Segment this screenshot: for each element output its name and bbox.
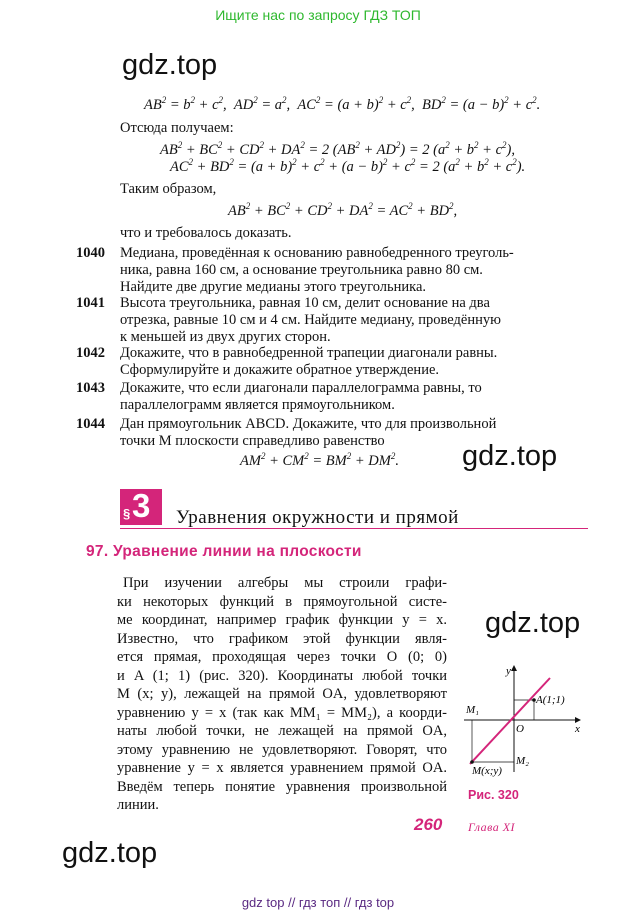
figure-caption: Рис. 320: [468, 788, 519, 802]
label-a: A(1;1): [536, 694, 565, 706]
watermark: gdz.top: [122, 49, 218, 81]
paragraph: При изучении алгебры мы строили графи- ки некоторых функций в прямоугольной систе- ме координат, например график функции y = x. Известно, что графиком этой функции явля- ется прямая, проходящая через точки O (0; 0) и A (1; 1) (рис. 320). Координаты любой точки M (x; y), лежащей на прямой OA, удовлетворяют уравнению y = x (так как MM₁ = MM₂), а коорди- наты любой точки, не лежащей на прямой OA, этому уравнению не удовлетворяют. Говорят, что уравнение y = x является уравнением прямой OA. Введём теперь понятие уравнения произвольной линии.: [117, 575, 447, 813]
watermark: gdz.top: [462, 440, 558, 472]
section-divider: [120, 528, 588, 529]
formula-2: $AB^2 + BC^2 + CD^2 + DA^2 = 2$ $(AB^2 + AD^2) = 2$ $(a^2 + b^2 + c^2)$,: [160, 140, 515, 158]
formula-4: $AB^2 + BC^2 + CD^2 + DA^2 = AC^2 + BD^2$,: [228, 201, 458, 219]
watermark: gdz.top: [62, 837, 158, 869]
problem-1041-number: 1041: [76, 295, 105, 311]
subsection-title: 97. Уравнение линии на плоскости: [86, 543, 362, 560]
section-title: Уравнения окружности и прямой: [176, 507, 459, 528]
figure-320: [460, 660, 590, 780]
problem-1040-text: Медиана, проведённая к основанию равнобедренного треуголь- ника, равна 160 см, а основание треугольника равно 80 см. Найдите две другие медианы этого треугольника.: [120, 245, 514, 295]
chapter-label: Глава XI: [468, 820, 516, 834]
problem-1040-number: 1040: [76, 245, 105, 261]
section-symbol: §: [123, 506, 131, 521]
label-m1: M₁: [466, 704, 479, 716]
problem-1042-text: Докажите, что в равнобедренной трапеции диагонали равны. Сформулируйте и докажите обратное утверждение.: [120, 345, 498, 378]
problem-1043-text: Докажите, что если диагонали параллелограмма равны, то параллелограмм является прямоугольником.: [120, 380, 482, 413]
section-number: 3: [132, 487, 151, 524]
top-banner[interactable]: Ищите нас по запросу ГДЗ ТОП: [215, 7, 421, 23]
label-y: y: [506, 665, 511, 677]
problem-1042-number: 1042: [76, 345, 105, 361]
formula-5: $AM^2 + CM^2 = BM^2 + DM^2$.: [240, 451, 399, 469]
section-badge: [120, 489, 162, 525]
footer-links[interactable]: gdz top // гдз топ // гдз top: [241, 895, 395, 910]
formula-1: $AB^2 = b^2 + c^2$, $AD^2 = a^2$, $AC^2 = (a + b)^2 + c^2$, $BD^2 = (a - b)^2 + c^2$.: [144, 95, 541, 113]
text-hence: Отсюда получаем:: [120, 120, 234, 136]
problem-1044-number: 1044: [76, 416, 105, 432]
text-thus: Таким образом,: [120, 181, 217, 197]
point-m: [470, 760, 474, 764]
problem-1041-text: Высота треугольника, равная 10 см, делит основание на два отрезка, равные 10 см и 4 см. Найдите медиану, проведённую к меньшей из двух других сторон.: [120, 295, 501, 345]
text-qed: что и требовалось доказать.: [120, 225, 292, 241]
label-o: O: [516, 723, 524, 735]
label-m: M(x;y): [472, 765, 502, 777]
problem-1043-number: 1043: [76, 380, 105, 396]
line-y-equals-x: [470, 678, 550, 764]
formula-3: $AC^2 + BD^2 = (a + b)^2 + c^2 + (a - b)^2 + c^2 = 2$ $(a^2 + b^2 + c^2)$.: [170, 157, 526, 175]
page-number: 260: [414, 815, 443, 834]
problem-1044-text: Дан прямоугольник ABCD. Докажите, что для произвольной точки M плоскости справедливо равенство: [120, 416, 497, 449]
watermark: gdz.top: [485, 607, 581, 639]
label-x: x: [575, 723, 580, 735]
label-m2: M₂: [516, 755, 529, 767]
